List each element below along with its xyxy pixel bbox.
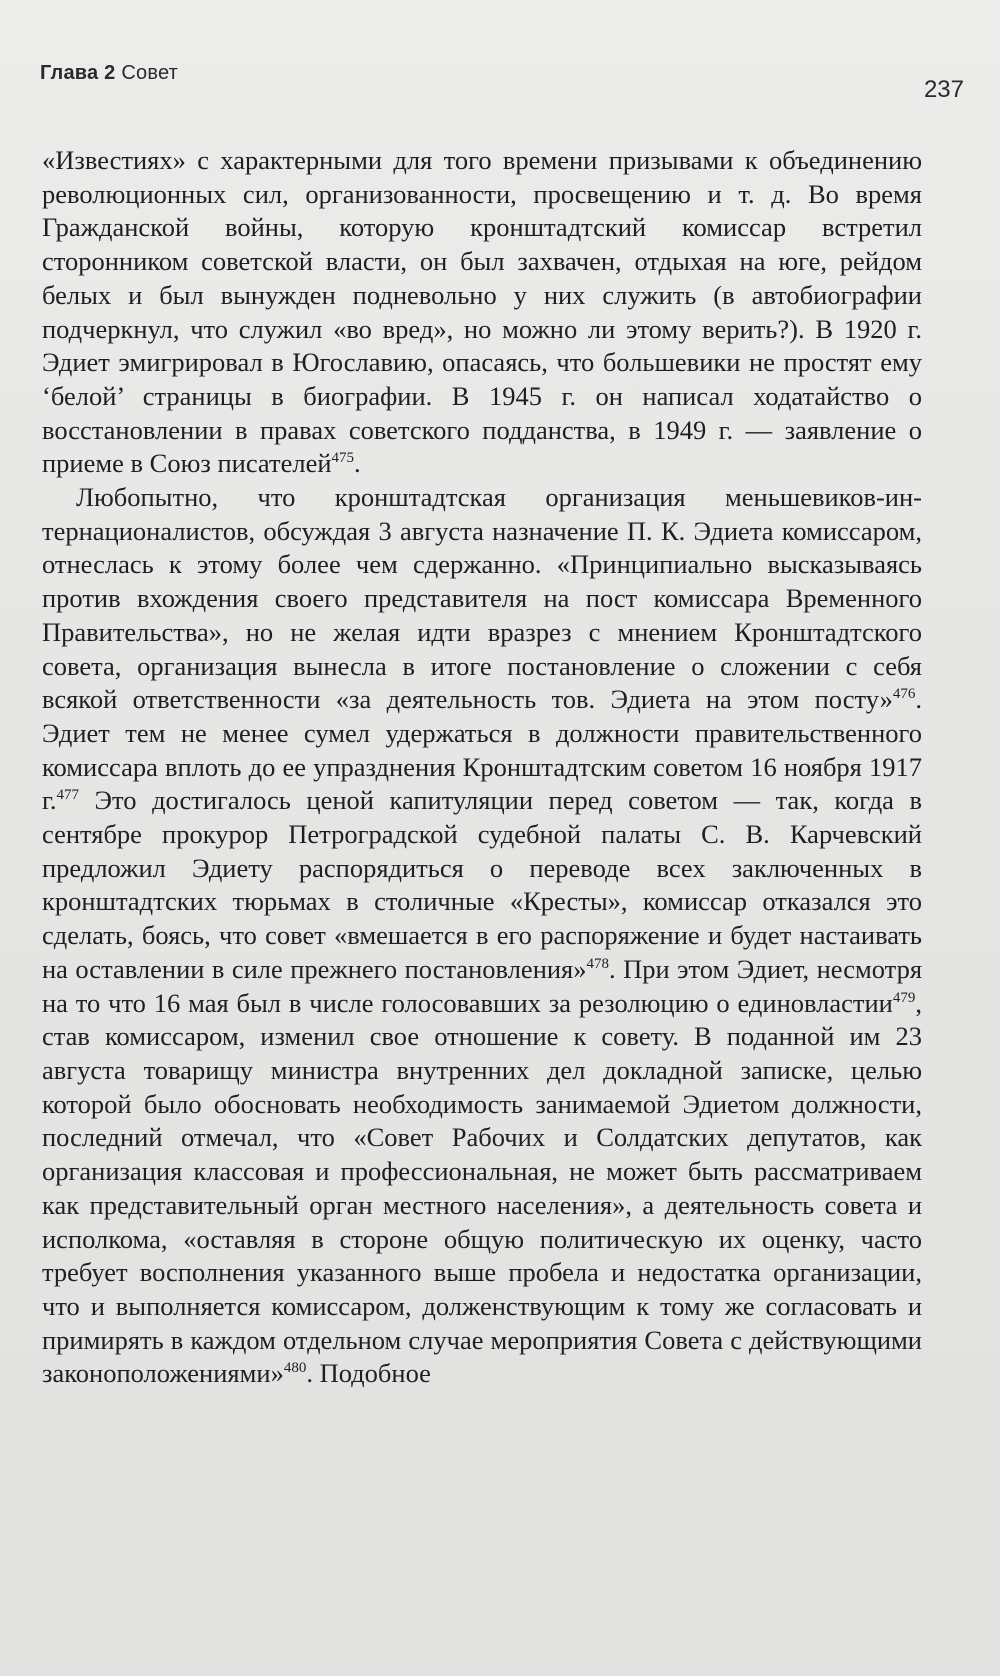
- footnote-ref-477[interactable]: 477: [56, 787, 80, 804]
- text-segment: «Известиях» с характерными для того времени призывами к объединению революционных сил, организованности, просвещению и т. д. Во время Гражданской войны, которую кронштадтский комиссар встретил сторонником советской власти, он был захвачен, отдыхая на юге, рейдом белых и был вынужден подневольно у них служить (в автобиографии подчеркнул, что служил «во вред», но можно ли этому верить?). В 1920 г. Эдиет эмигрировал в Югославию, опасаясь, что большевики не простят ему ‘белой’ страницы в биографии. В 1945 г. он написал ходатайство о восстановлении в правах советского подданства, в 1949 г. — заявление о приеме в Союз писателей: [42, 145, 922, 479]
- chapter-number: Глава 2: [40, 62, 116, 84]
- text-segment: Любопытно, что кронштадтская организация меньшевиков-интернационалистов, обсуждая 3 августа назначение П. К. Эдиета комиссаром, отнеслась к этому более чем сдержанно. «Принципиально высказываясь против вхождения своего представителя на пост комиссара Временного Правительства», но не желая идти вразрез с мнением Кронштадтского совета, организация вынесла в итоге постановление о сложении с себя всякой ответственности «за деятельность тов. Эдиета на этом посту»: [42, 482, 922, 715]
- footnote-ref-476[interactable]: 476: [892, 686, 916, 703]
- footnote-ref-480[interactable]: 480: [283, 1360, 307, 1377]
- text-segment: . Эдиет тем не менее сумел удержаться в должности правительственного комиссара вплоть до ее упразднения Кронштадтским советом 16 ноября 1917 г.: [42, 684, 922, 816]
- page-number: 237: [923, 76, 964, 103]
- paragraph-1: [42, 144, 922, 481]
- text-segment: Это достигалось ценой капитуляции перед советом — так, когда в сентябре прокурор Петроградской судебной палаты С. В. Карчевский предложил Эдиету распорядиться о переводе всех заключенных в кронштадтских тюрьмах в столичные «Кресты», комиссар отказался это сделать, боясь, что совет «вмешается в его распоряжение и будет настаивать на оставлении в силе прежнего постановления»: [42, 785, 922, 984]
- text-segment: . При этом Эдиет, несмотря на то что 16 мая был в числе голосовавших за резолюцию о единовластии: [42, 953, 923, 1018]
- paragraph-2: [42, 481, 922, 1391]
- text-segment: , став комиссаром, изменил свое отношение к совету. В поданной им 23 августа товарищу министра внутренних дел докладной записке, целью которой было обосновать необходимость занимаемой Эдиетом должности, последний отмечал, что «Совет Рабочих и Солдатских депутатов, как организация классовая и профессиональная, не может быть рассматриваем как представительный орган местного населения», а деятельность совета и исполкома, «оставляя в стороне общую политическую их оценку, часто требует восполнения указанного выше пробела и недостатка организации, что и выполняется комиссаром, долженствующим к тому же согласовать и примирять в каждом отдельном случае мероприятия Совета с действующими законоположениями»: [42, 987, 922, 1389]
- footnote-ref-475[interactable]: 475: [331, 450, 355, 467]
- text-segment: . Подобное: [306, 1358, 431, 1389]
- text-segment: .: [354, 448, 361, 479]
- footnote-ref-478[interactable]: 478: [586, 956, 610, 973]
- running-head: [40, 62, 178, 85]
- body-text: [42, 144, 922, 1391]
- chapter-title: Совет: [121, 62, 178, 84]
- footnote-ref-479[interactable]: 479: [892, 989, 916, 1006]
